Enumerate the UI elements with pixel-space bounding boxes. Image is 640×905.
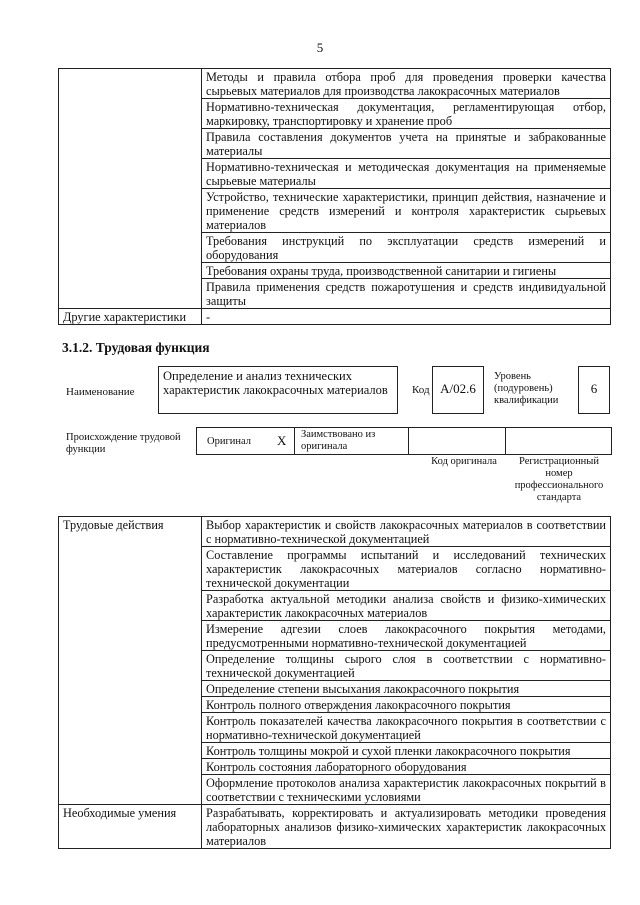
skill-item: Разрабатывать, корректировать и актуализировать методики проведения лабораторных анализов физико-химических характеристик лакокрасочных материалов [202,805,611,849]
origin-label: Происхождение трудовой функции [66,432,181,455]
origin-divider [505,428,506,454]
origin-divider [294,428,295,454]
labor-action-item: Контроль полного отверждения лакокрасочного покрытия [202,697,611,713]
knowledge-item: Требования инструкций по эксплуатации средств измерений и оборудования [202,233,611,263]
labor-action-item: Выбор характеристик и свойств лакокрасочных материалов в соответствии с нормативно-технической документацией [202,517,611,547]
code-original-caption: Код оригинала [431,456,497,467]
knowledge-item: Правила применения средств пожаротушения и средств индивидуальной защиты [202,279,611,309]
labor-actions-table [58,516,611,849]
borrowed-label: Заимствовано из оригинала [301,429,376,452]
labor-action-item: Определение толщины сырого слоя в соответствии с нормативно-технической документацией [202,651,611,681]
labor-action-item: Составление программы испытаний и исследований технических характеристик лакокрасочных материалов согласно нормативно-технической документации [202,547,611,591]
knowledge-item: Правила составления документов учета на принятые и забракованные материалы [202,129,611,159]
function-code: A/02.6 [440,381,476,396]
labor-action-item: Контроль толщины мокрой и сухой пленки лакокрасочного покрытия [202,743,611,759]
labor-action-item: Контроль состояния лабораторного оборудования [202,759,611,775]
level-value: 6 [590,381,598,396]
knowledge-item: Методы и правила отбора проб для проведения проверки качества сырьевых материалов для производства лакокрасочных материалов [202,69,611,99]
name-label: Наименование [66,386,135,398]
skills-label: Необходимые умения [59,805,202,849]
knowledge-item: Устройство, технические характеристики, принцип действия, назначение и применение средств измерений и контроля характеристик сырьевых материалов [202,189,611,233]
page-number: 5 [316,40,324,55]
function-name-box [158,366,398,414]
code-box [432,366,484,414]
section-title: 3.1.2. Трудовая функция [62,340,210,355]
other-characteristics-label: Другие характеристики [59,309,202,325]
origin-divider [408,428,409,454]
other-characteristics-value: - [202,309,611,325]
labor-action-item: Оформление протоколов анализа характеристик лакокрасочных покрытий в соответствии с техническими условиями [202,775,611,805]
function-name: Определение и анализ технических характеристик лакокрасочных материалов [163,369,388,397]
level-box [578,366,610,414]
level-label: Уровень (подуровень) квалификации [494,371,559,406]
knowledge-item: Нормативно-техническая и методическая документация на применяемые сырьевые материалы [202,159,611,189]
knowledge-item: Требования охраны труда, производственной санитарии и гигиены [202,263,611,279]
original-label: Оригинал [207,436,251,447]
labor-action-item: Измерение адгезии слоев лакокрасочного покрытия методами, предусмотренными нормативно-технической документацией [202,621,611,651]
knowledge-label-cell [59,69,202,309]
labor-actions-label: Трудовые действия [59,517,202,805]
knowledge-table [58,68,611,325]
original-mark: X [277,433,287,448]
code-label: Код [412,384,430,396]
knowledge-item: Нормативно-техническая документация, регламентирующая отбор, маркировку, транспортировку и хранение проб [202,99,611,129]
labor-action-item: Определение степени высыхания лакокрасочного покрытия [202,681,611,697]
registration-number-caption: Регистрационный номер профессионального стандарта [514,456,604,503]
labor-action-item: Разработка актуальной методики анализа свойств и физико-химических характеристик лакокрасочных материалов [202,591,611,621]
labor-action-item: Контроль показателей качества лакокрасочного покрытия в соответствии с нормативно-технической документацией [202,713,611,743]
origin-row [196,427,612,455]
